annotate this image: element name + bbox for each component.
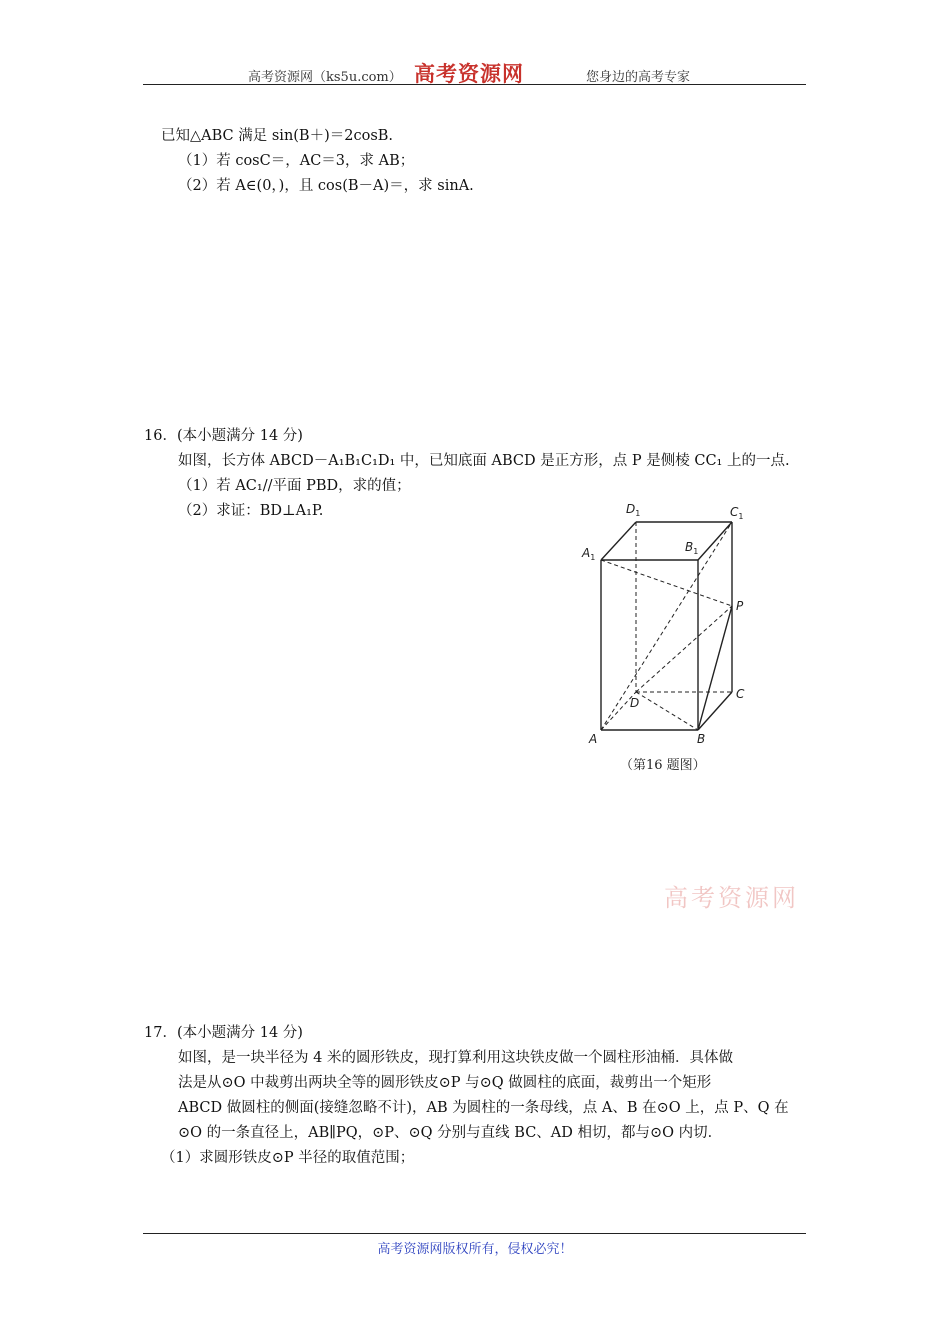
segment-dp — [636, 606, 732, 692]
problem17-line2: 法是从⊙O 中裁剪出两块全等的圆形铁皮⊙P 与⊙Q 做圆柱的底面，裁剪出一个矩形 — [178, 1075, 712, 1091]
edge-b1c1 — [698, 522, 732, 560]
header-slogan: 您身边的高考专家 — [586, 70, 691, 85]
label-a: A — [589, 732, 598, 746]
problem15-part1: （1）若 cosC＝，AC＝3，求 AB； — [178, 153, 415, 169]
problem17-line4: ⊙O 的一条直径上，AB∥PQ，⊙P、⊙Q 分别与直线 BC、AD 相切，都与⊙O 内切． — [178, 1125, 723, 1141]
problem16-part2: （2）求证：BD⊥A₁P. — [178, 503, 324, 519]
watermark: 高考资源网 — [664, 884, 799, 912]
label-d1: $D_1$ — [626, 502, 641, 518]
segment-ac1 — [601, 522, 732, 730]
figure-caption: （第16 题图） — [620, 758, 706, 773]
header-site-name: 高考资源网（ks5u.com） — [248, 70, 402, 85]
problem16-stem: 如图，长方体 ABCD－A₁B₁C₁D₁ 中，已知底面 ABCD 是正方形，点 P 是侧棱 CC₁ 上的一点. — [178, 453, 790, 469]
problem16-heading: 16．(本小题满分 14 分) — [144, 428, 303, 444]
segment-db — [636, 692, 698, 730]
problem15-stem: 已知△ABC 满足 sin(B＋)＝2cosB. — [161, 128, 394, 144]
problem17-heading: 17．(本小题满分 14 分) — [144, 1025, 303, 1041]
footer-divider — [143, 1233, 806, 1234]
label-c: C — [736, 687, 745, 701]
hidden-edges — [601, 522, 732, 730]
cuboid-figure — [560, 494, 760, 752]
footer-copyright: 高考资源网版权所有，侵权必究！ — [377, 1242, 573, 1257]
segment-a1p — [601, 560, 732, 606]
problem17-part1: （1）求圆形铁皮⊙P 半径的取值范围； — [161, 1150, 415, 1166]
problem17-line1: 如图，是一块半径为 4 米的圆形铁皮，现打算利用这块铁皮做一个圆柱形油桶．具体做 — [178, 1050, 733, 1066]
label-b1: $B_1$ — [685, 540, 699, 556]
label-d: D — [630, 696, 640, 710]
header-divider — [143, 84, 806, 85]
header-logo: 高考资源网 — [414, 61, 524, 86]
problem17-line3: ABCD 做圆柱的侧面(接缝忽略不计)，AB 为圆柱的一条母线，点 A、B 在⊙O 上，点 P、Q 在 — [178, 1100, 789, 1116]
label-p: P — [736, 599, 744, 613]
label-c1: $C_1$ — [730, 505, 744, 521]
label-b: B — [697, 732, 706, 746]
edge-a1d1 — [601, 522, 636, 560]
problem16-part1: （1）若 AC₁//平面 PBD，求的值； — [178, 478, 411, 494]
label-a1: $A_1$ — [582, 546, 596, 562]
problem15-part2: （2）若 A∈(0，)，且 cos(B－A)＝，求 sinA. — [178, 178, 474, 194]
